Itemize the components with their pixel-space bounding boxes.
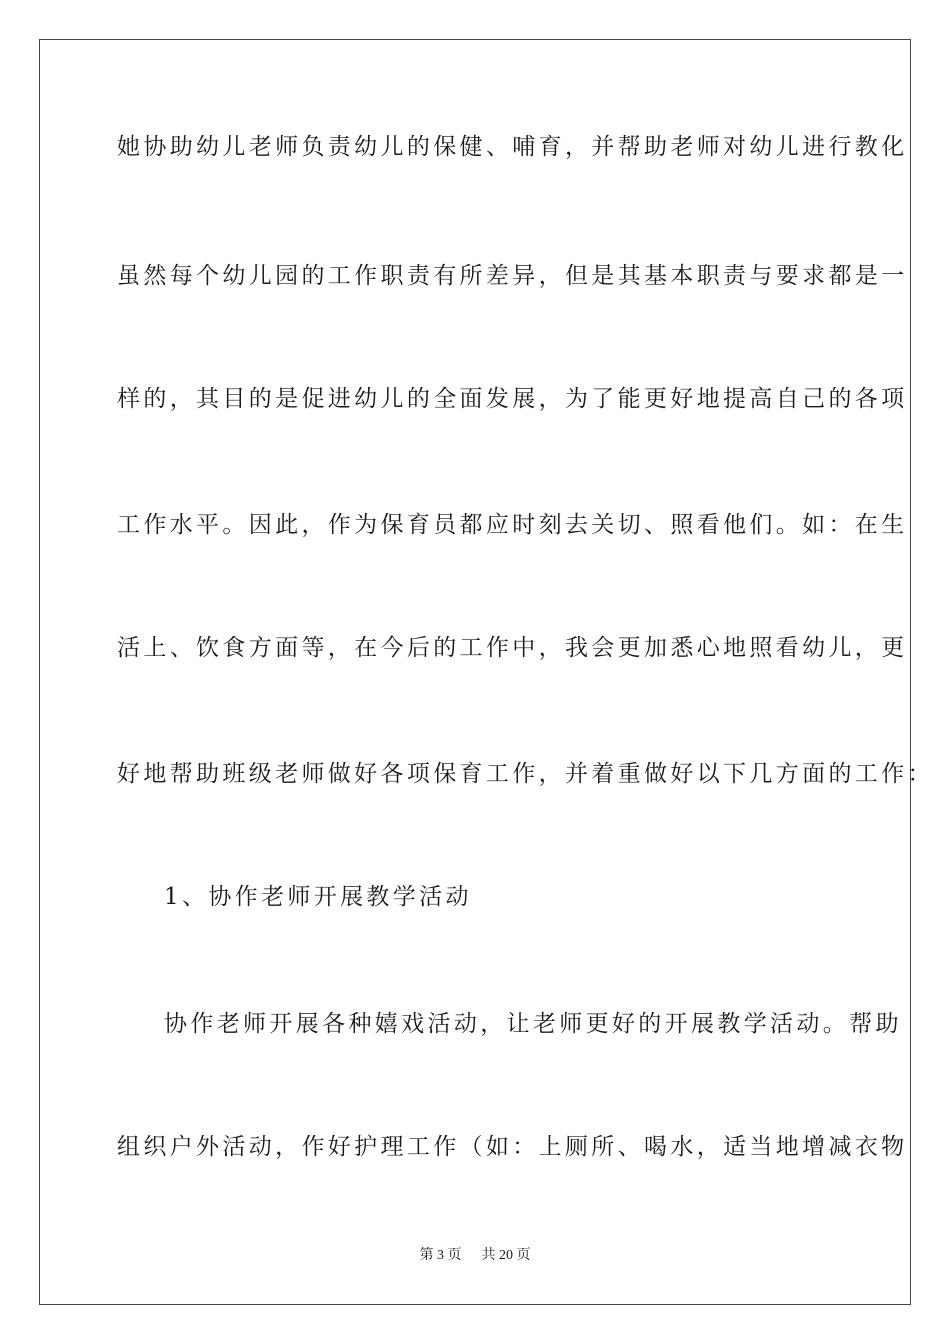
paragraph-line: 活上、饮食方面等，在今后的工作中，我会更加悉心地照看幼儿，更 [117,635,908,661]
paragraph-line: 她协助幼儿老师负责幼儿的保健、哺育，并帮助老师对幼儿进行教化 [117,134,908,160]
paragraph-line: 好地帮助班级老师做好各项保育工作，并着重做好以下几方面的工作： [117,761,934,787]
page-border [39,39,934,1305]
paragraph-line: 工作水平。因此，作为保育员都应时刻去关切、照看他们。如：在生 [117,512,908,538]
paragraph-line: 样的，其目的是促进幼儿的全面发展，为了能更好地提高自己的各项 [117,386,908,412]
paragraph-line: 虽然每个幼儿园的工作职责有所差异，但是其基本职责与要求都是一 [117,263,908,289]
page-number: 第 3 页 [419,1248,462,1263]
paragraph-line: 协作老师开展各种嬉戏活动，让老师更好的开展教学活动。帮助 [164,1011,902,1037]
page-total: 共 20 页 [481,1248,531,1263]
page-footer [0,1246,950,1266]
paragraph-line: 组织户外活动，作好护理工作（如：上厕所、喝水，适当地增减衣物 [117,1134,908,1160]
section-heading: 1、协作老师开展教学活动 [164,884,472,910]
